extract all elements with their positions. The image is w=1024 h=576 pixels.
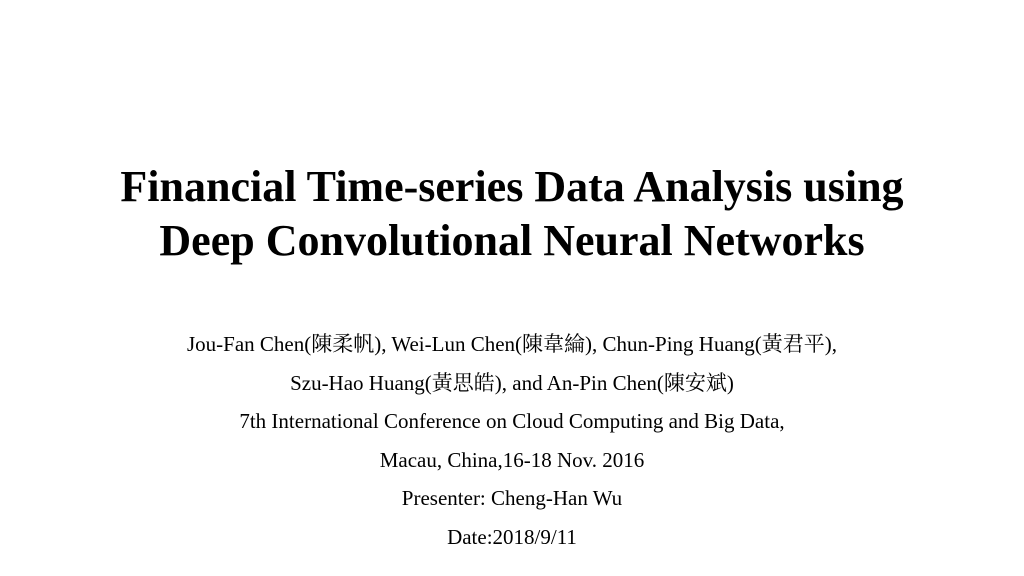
authors-line-1: Jou-Fan Chen(陳柔帆), Wei-Lun Chen(陳韋綸), Chun-Ping Huang(黃君平), (186, 332, 837, 356)
date-line: Date:2018/9/11 (447, 524, 577, 549)
slide-subtitle (0, 325, 1024, 556)
title-line-2: Deep Convolutional Neural Networks (159, 216, 865, 265)
slide-title (0, 160, 1024, 268)
presenter-line: Presenter: Cheng-Han Wu (401, 486, 623, 510)
conference-line: 7th International Conference on Cloud Computing and Big Data, (239, 409, 785, 433)
venue-line: Macau, China,16-18 Nov. 2016 (379, 447, 645, 472)
authors-line-2: Szu-Hao Huang(黃思皓), and An-Pin Chen(陳安斌) (290, 370, 734, 395)
title-line-1: Financial Time-series Data Analysis using (120, 162, 904, 211)
